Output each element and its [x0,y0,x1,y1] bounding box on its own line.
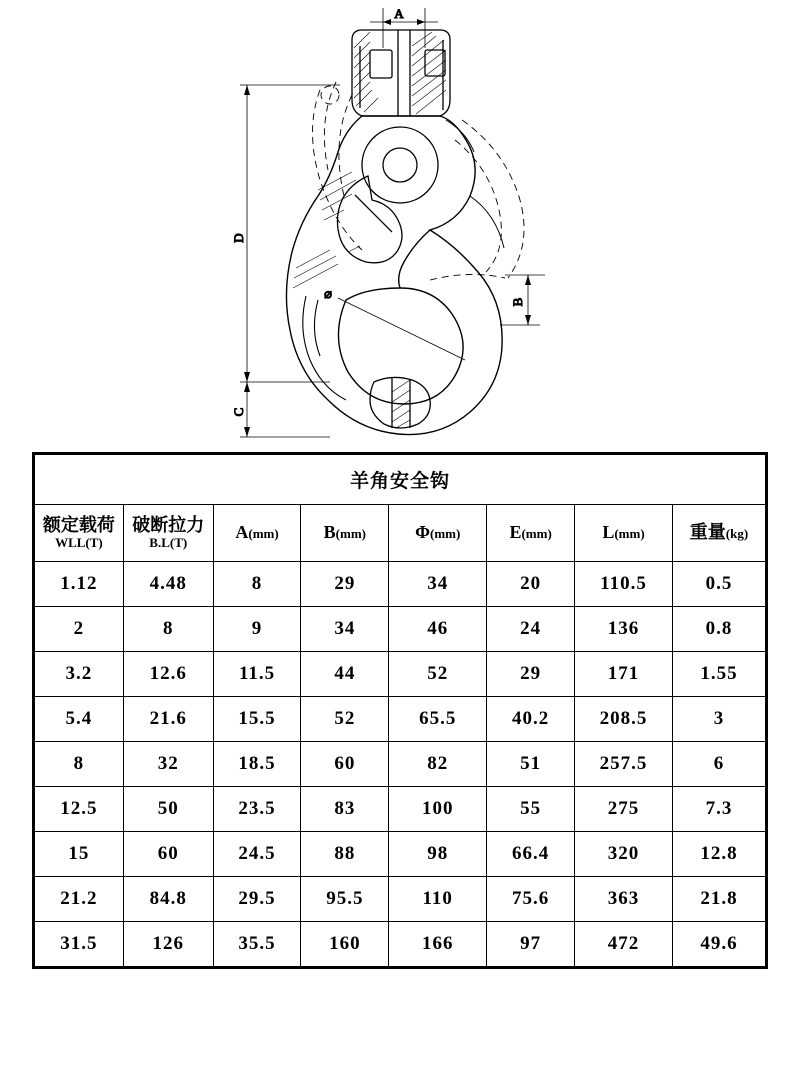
header-phi-main: Φ [415,522,431,543]
cell-e: 29 [487,651,575,696]
header-phi-unit: (mm) [430,526,461,542]
cell-bl: 32 [123,741,213,786]
cell-b: 29 [301,561,389,606]
spec-table-container [32,452,768,969]
diameter-symbol-label: ⌀ [324,286,332,301]
latch-hatching [318,172,356,220]
table-row [34,741,767,786]
header-e [487,505,575,562]
cell-l: 363 [575,876,673,921]
cell-l: 472 [575,921,673,967]
cell-wll: 5.4 [34,696,124,741]
dimension-c-label: C [231,407,246,417]
cell-wll: 8 [34,741,124,786]
cell-a: 8 [213,561,301,606]
header-e-main: E [509,522,522,543]
cell-a: 23.5 [213,786,301,831]
hook-technical-drawing [0,0,800,450]
header-wll-sub: WLL(T) [55,534,103,550]
cell-phi: 52 [389,651,487,696]
header-l [575,505,673,562]
header-b [301,505,389,562]
cell-bl: 4.48 [123,561,213,606]
dimension-b-label: B [510,297,525,307]
cell-bl: 8 [123,606,213,651]
cell-weight: 12.8 [673,831,767,876]
table-header-row [34,505,767,562]
table-row [34,921,767,967]
header-b-main: B [323,522,336,543]
cell-weight: 1.55 [673,651,767,696]
cell-e: 75.6 [487,876,575,921]
cell-weight: 0.8 [673,606,767,651]
cell-wll: 21.2 [34,876,124,921]
cell-b: 52 [301,696,389,741]
cell-l: 208.5 [575,696,673,741]
spec-table [32,452,768,969]
pivot-boss [362,127,438,203]
cell-weight: 6 [673,741,767,786]
latch-phantom-lines [313,82,525,280]
cell-b: 44 [301,651,389,696]
table-row [34,786,767,831]
table-row [34,696,767,741]
dimension-a-label: A [394,6,404,21]
header-wll-main: 额定载荷 [42,515,115,535]
cell-wll: 15 [34,831,124,876]
cell-l: 320 [575,831,673,876]
cell-wll: 1.12 [34,561,124,606]
cell-bl: 50 [123,786,213,831]
header-bl [123,505,213,562]
header-a [213,505,301,562]
cell-b: 160 [301,921,389,967]
cell-e: 55 [487,786,575,831]
cell-a: 24.5 [213,831,301,876]
cell-b: 88 [301,831,389,876]
table-row [34,606,767,651]
cell-bl: 126 [123,921,213,967]
table-title-row [34,454,767,505]
cell-bl: 21.6 [123,696,213,741]
header-wll [34,505,124,562]
cell-e: 40.2 [487,696,575,741]
cell-a: 35.5 [213,921,301,967]
dimension-d-label: D [231,233,246,243]
cell-wll: 3.2 [34,651,124,696]
dimension-c [240,382,330,437]
cell-phi: 100 [389,786,487,831]
body-right-accent [446,120,504,248]
cell-bl: 60 [123,831,213,876]
cell-weight: 0.5 [673,561,767,606]
header-phi [389,505,487,562]
cell-e: 97 [487,921,575,967]
cell-a: 15.5 [213,696,301,741]
table-title: 羊角安全钩 [34,454,767,505]
cell-weight: 7.3 [673,786,767,831]
cell-wll: 12.5 [34,786,124,831]
cell-a: 9 [213,606,301,651]
cell-weight: 49.6 [673,921,767,967]
cell-weight: 3 [673,696,767,741]
cell-b: 60 [301,741,389,786]
cell-phi: 82 [389,741,487,786]
cell-wll: 2 [34,606,124,651]
safety-latch [337,176,402,263]
header-weight-main: 重量 [689,522,726,543]
cell-bl: 12.6 [123,651,213,696]
cell-e: 24 [487,606,575,651]
header-weight [673,505,767,562]
hook-drawing-svg [0,0,800,450]
cell-e: 51 [487,741,575,786]
table-row [34,876,767,921]
cell-wll: 31.5 [34,921,124,967]
cell-b: 95.5 [301,876,389,921]
clevis-hatching [354,32,446,114]
cell-l: 257.5 [575,741,673,786]
cell-phi: 98 [389,831,487,876]
dimension-a [370,8,438,48]
header-l-main: L [602,522,615,543]
cell-l: 110.5 [575,561,673,606]
hook-outline [286,116,502,435]
cell-e: 20 [487,561,575,606]
table-row [34,831,767,876]
cell-bl: 84.8 [123,876,213,921]
cell-phi: 65.5 [389,696,487,741]
shoulder-hatching [293,246,360,288]
header-weight-unit: (kg) [725,526,749,542]
cell-phi: 34 [389,561,487,606]
header-e-unit: (mm) [521,526,552,542]
table-row [34,651,767,696]
cell-e: 66.4 [487,831,575,876]
table-row [34,561,767,606]
header-a-unit: (mm) [248,526,279,542]
cell-phi: 46 [389,606,487,651]
cell-l: 171 [575,651,673,696]
cell-phi: 110 [389,876,487,921]
header-a-main: A [235,522,249,543]
cell-b: 83 [301,786,389,831]
cell-a: 11.5 [213,651,301,696]
header-l-unit: (mm) [614,526,645,542]
cell-l: 275 [575,786,673,831]
cell-a: 18.5 [213,741,301,786]
clevis-assembly [352,30,450,116]
cell-b: 34 [301,606,389,651]
cell-a: 29.5 [213,876,301,921]
header-bl-sub: B.L(T) [149,534,188,550]
cell-weight: 21.8 [673,876,767,921]
header-b-unit: (mm) [335,526,366,542]
header-bl-main: 破断拉力 [132,515,205,535]
cell-l: 136 [575,606,673,651]
cell-phi: 166 [389,921,487,967]
